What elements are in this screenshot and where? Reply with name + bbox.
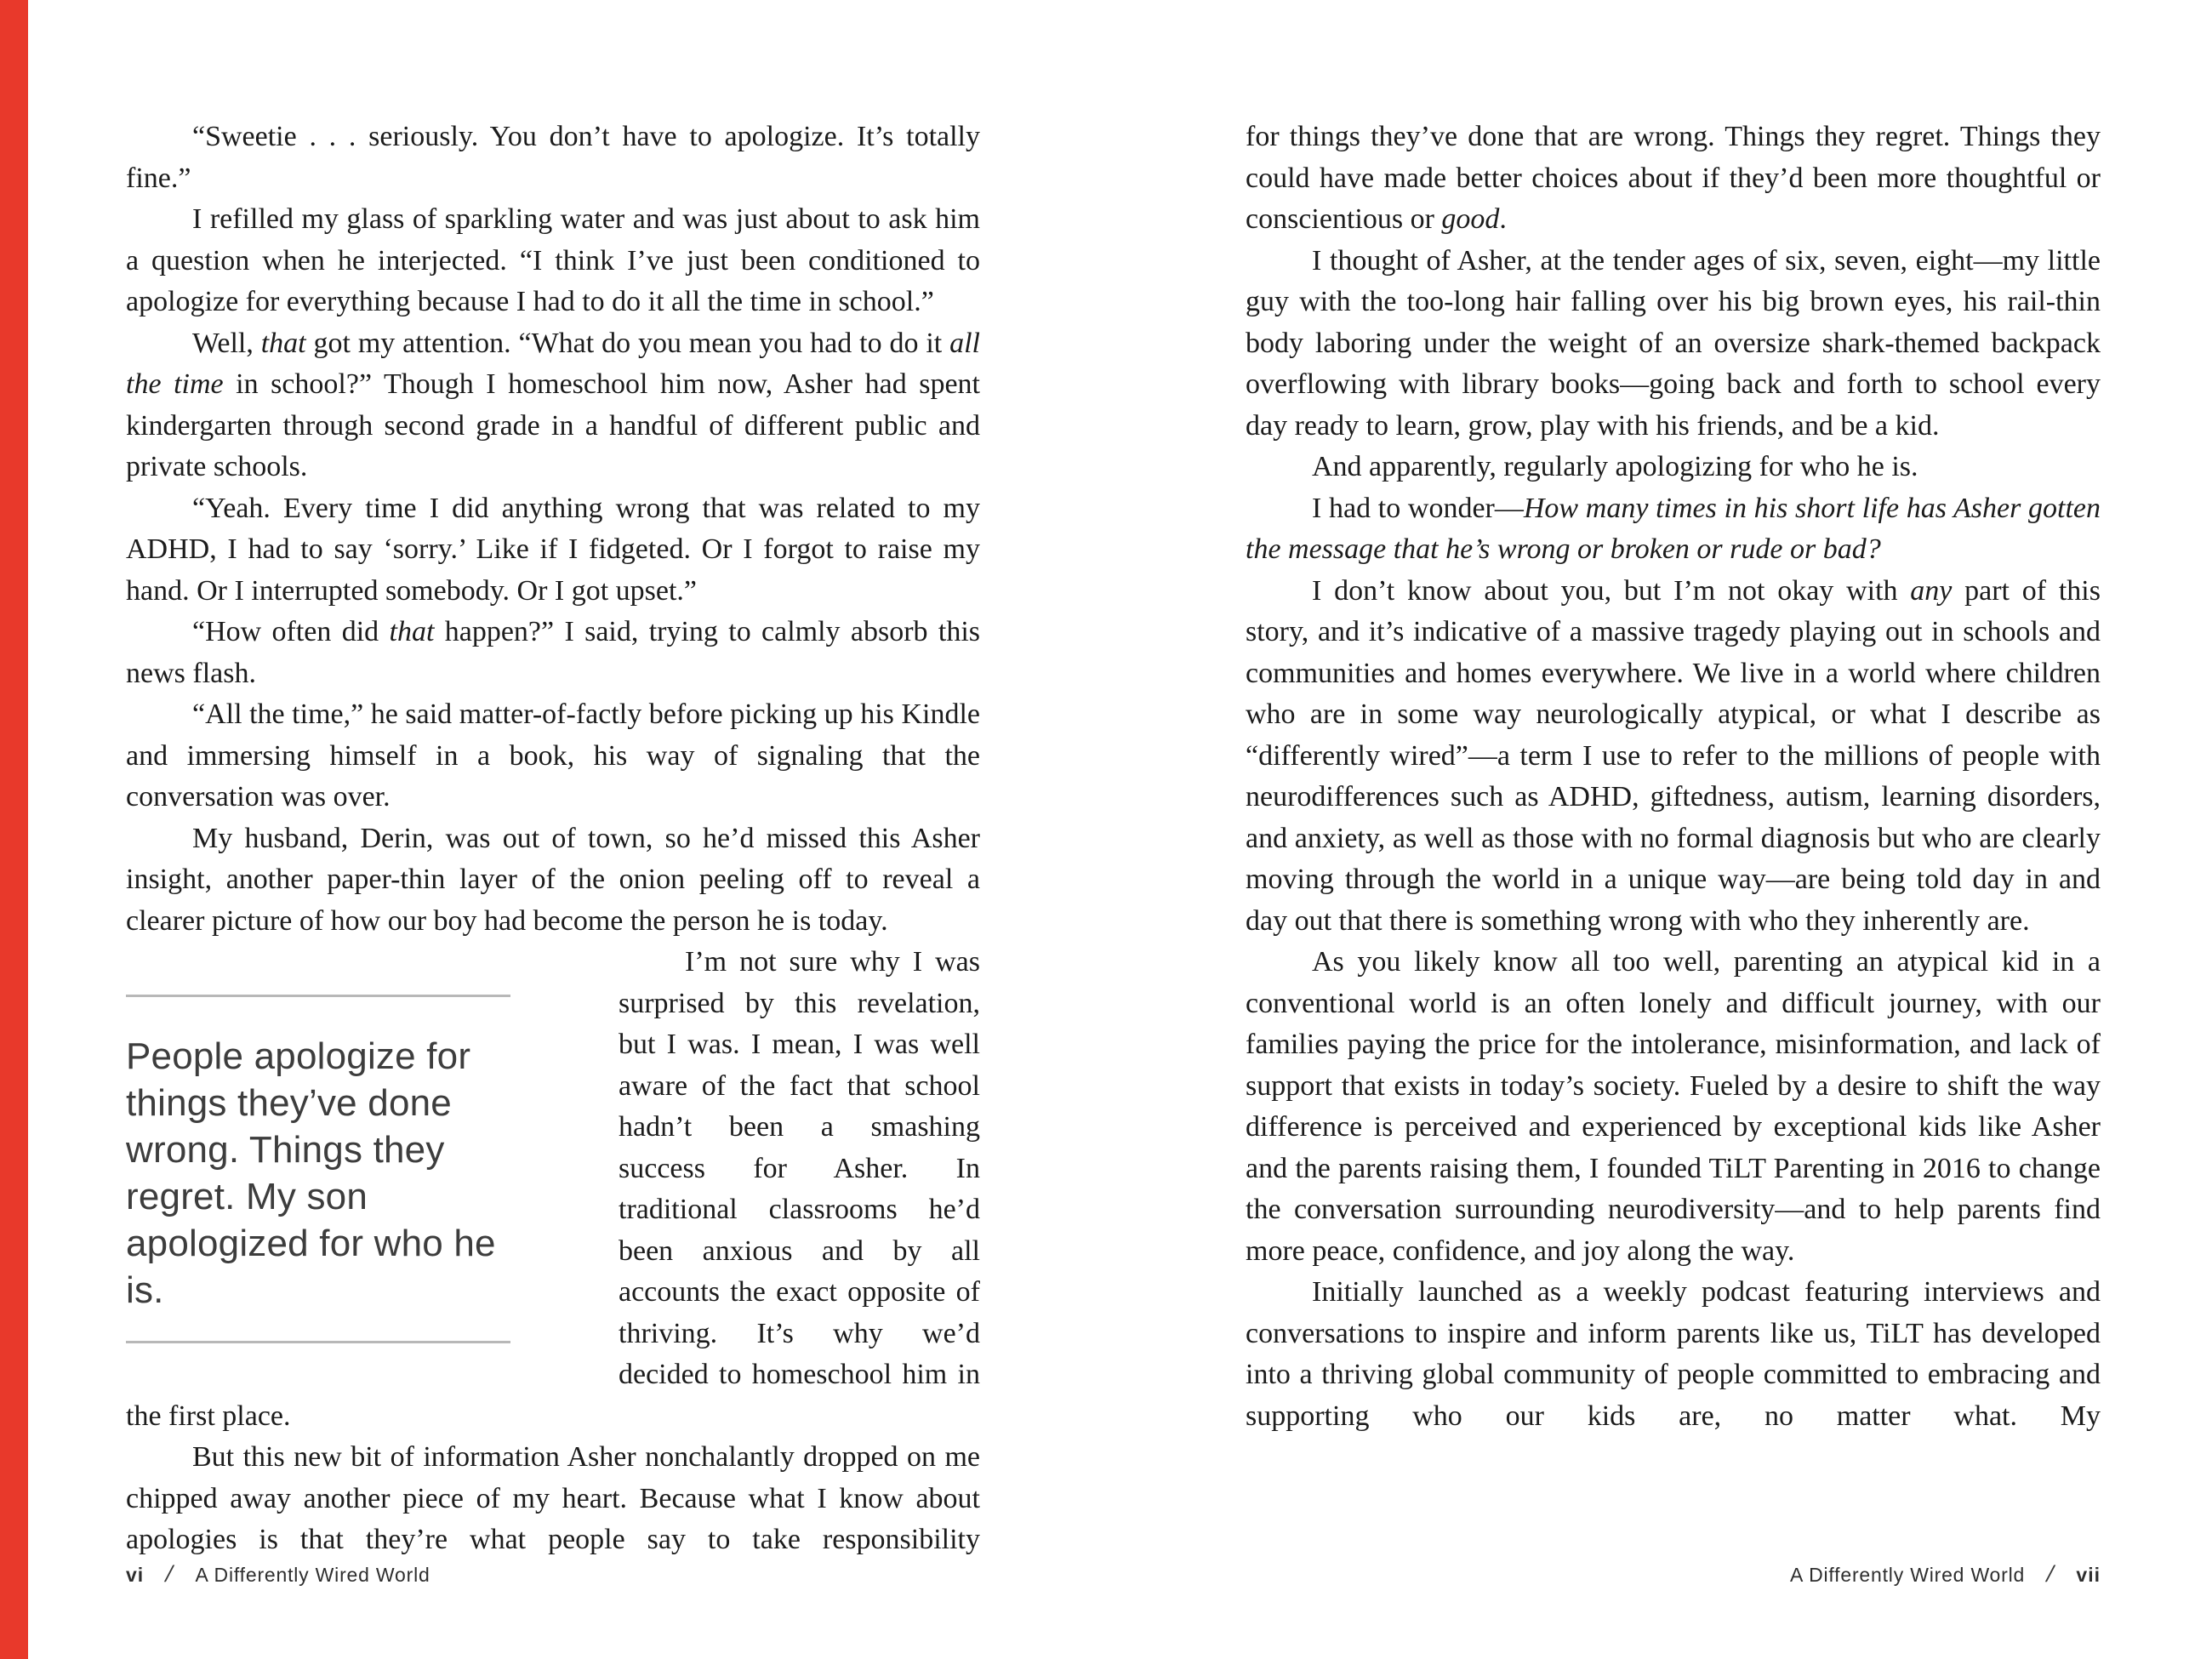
- paragraph: And apparently, regularly apologizing for who he is.: [1312, 451, 1918, 482]
- left-footer-book-title: A Differently Wired World: [195, 1564, 430, 1586]
- pull-quote-rule-top: [126, 995, 510, 997]
- paragraph: I don’t know about you, but I’m not okay with any part of this story, and it’s indicative of a massive tragedy playing out in schools and communities and homes everywhere. We live in a world where children who are in some way neurologically atypical, or what I describe as “differently wired”—a term I use to refer to the millions of people with neurodifferences such as ADHD, giftedness, autism, learning disorders, and anxiety, as well as those with no formal diagnosis but who are clearly moving through the world in a unique way—are being told day in and day out that there is something wrong with who they inherently are.: [1246, 574, 2101, 937]
- right-page-footer: [1790, 1561, 2101, 1588]
- paragraph: “Sweetie . . . seriously. You don’t have to apologize. It’s totally fine.”: [126, 121, 980, 194]
- left-page: [126, 117, 980, 1561]
- paragraph: I had to wonder—How many times in his short life has Asher gotten the message that he’s wrong or broken or rude or bad?: [1246, 492, 2101, 565]
- pull-quote-rule-bottom: [126, 1341, 510, 1343]
- paragraph: As you likely know all too well, parenting an atypical kid in a conventional world is an often lonely and difficult journey, with our families paying the price for the intolerance, misinformation, and lack of support that exists in today’s society. Fueled by a desire to shift the way difference is perceived and experienced by exceptional kids like Asher and the parents raising them, I founded TiLT Parenting in 2016 to change the conversation surrounding neurodiversity—and to help parents find more peace, confidence, and joy along the way.: [1246, 946, 2101, 1267]
- right-page-number: vii: [2076, 1564, 2101, 1586]
- left-page-main-paragraphs: [126, 117, 980, 942]
- paragraph: But this new bit of information Asher nonchalantly dropped on me chipped away another piece of my heart. Because what I know about apologies is that they’re what people say to take responsibility: [126, 1441, 980, 1555]
- paragraph: I refilled my glass of sparkling water and was just about to ask him a question when he interjected. “I think I’ve just been conditioned to apologize for everything because I had to do it all the time in school.”: [126, 203, 980, 317]
- book-cover-edge: [0, 0, 28, 1659]
- paragraph: I’m not sure why I was surprised by this revelation, but I was. I mean, I was well aware of the fact that school hadn’t been a smashing success for Asher. In traditional classrooms he’d been anxious and by all accounts the exact opposite of thriving. It’s why we’d decided to homeschool him in the first place.: [126, 946, 980, 1432]
- paragraph: I thought of Asher, at the tender ages of six, seven, eight—my little guy with the too-long hair falling over his big brown eyes, his rail-thin body laboring under the weight of an oversize shark-themed backpack overflowing with library books—going back and forth to school every day ready to learn, grow, play with his friends, and be a kid.: [1246, 244, 2101, 442]
- paragraph: Initially launched as a weekly podcast featuring interviews and conversations to inspire and inform parents like us, TiLT has developed into a thriving global community of people committed to embracing and supporting who our kids are, no matter what. My: [1246, 1276, 2101, 1432]
- footer-slash: /: [162, 1561, 177, 1587]
- paragraph: “Yeah. Every time I did anything wrong that was related to my ADHD, I had to say ‘sorry.’ Like if I fidgeted. Or I forgot to raise my hand. Or I interrupted somebody. Or I got upset.”: [126, 492, 980, 607]
- pull-quote: [126, 942, 510, 1343]
- paragraph: “All the time,” he said matter-of-factly before picking up his Kindle and immersing himself in a book, his way of signaling that the conversation was over.: [126, 698, 980, 812]
- right-page-paragraphs: [1246, 117, 2101, 1437]
- left-page-number: vi: [126, 1564, 145, 1586]
- paragraph: My husband, Derin, was out of town, so he’d missed this Asher insight, another paper-thin layer of the onion peeling off to reveal a clearer picture of how our boy had become the person he is today.: [126, 822, 980, 937]
- right-page: [1246, 117, 2101, 1437]
- pull-quote-text: People apologize for things they’ve done wrong. Things they regret. My son apologized for who he is.: [126, 1035, 496, 1311]
- right-footer-book-title: A Differently Wired World: [1790, 1564, 2026, 1586]
- paragraph: “How often did that happen?” I said, trying to calmly absorb this news flash.: [126, 616, 980, 689]
- footer-slash: /: [2044, 1561, 2058, 1587]
- paragraph: for things they’ve done that are wrong. Things they regret. Things they could have made better choices about if they’d been more thoughtful or conscientious or good.: [1246, 121, 2101, 235]
- paragraph: Well, that got my attention. “What do you mean you had to do it all the time in school?” Though I homeschool him now, Asher had spent kindergarten through second grade in a handful of different public and private schools.: [126, 327, 980, 482]
- left-page-footer: [126, 1561, 430, 1588]
